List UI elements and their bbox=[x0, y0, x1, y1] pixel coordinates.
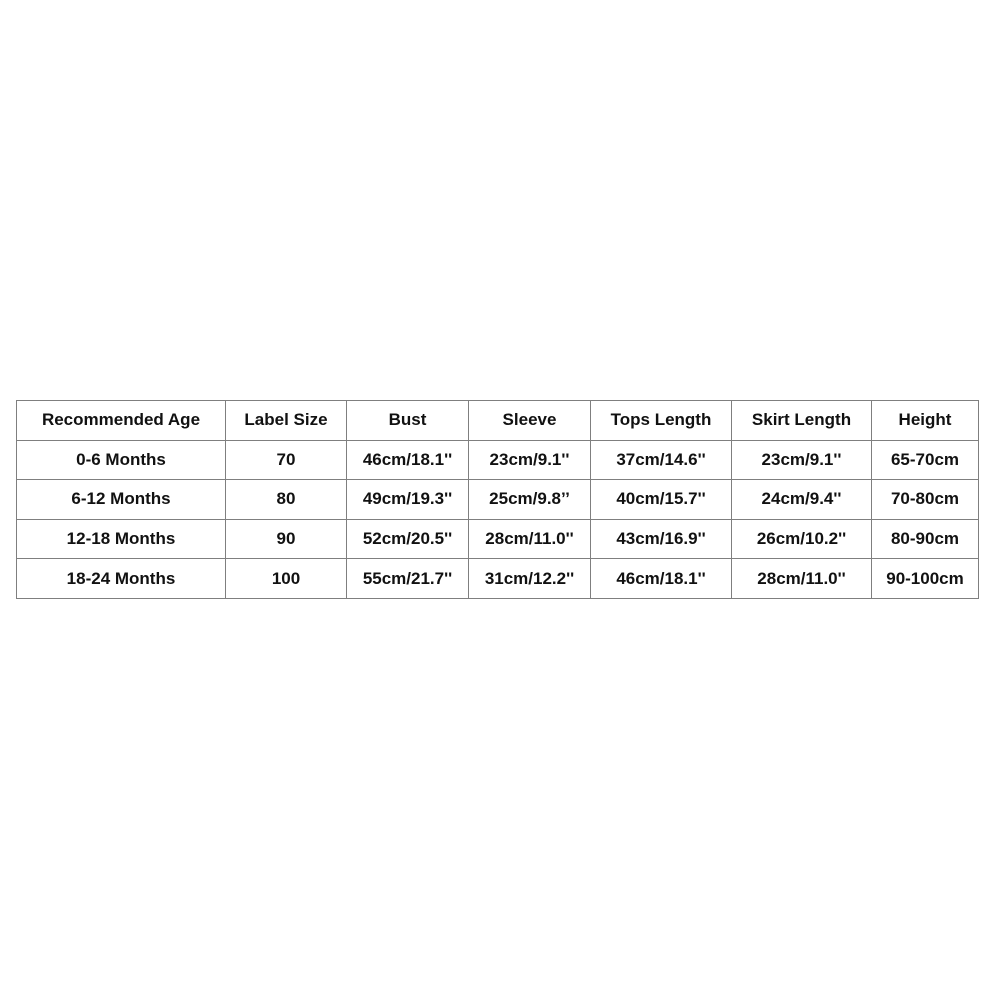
cell-sleeve: 25cm/9.8’’ bbox=[469, 480, 591, 520]
cell-label-size: 90 bbox=[226, 519, 347, 559]
cell-bust: 49cm/19.3'' bbox=[347, 480, 469, 520]
header-bust: Bust bbox=[347, 401, 469, 441]
cell-label-size: 80 bbox=[226, 480, 347, 520]
cell-skirt-length: 28cm/11.0'' bbox=[732, 559, 872, 599]
cell-height: 80-90cm bbox=[872, 519, 979, 559]
size-chart-table bbox=[16, 400, 979, 599]
header-skirt-length: Skirt Length bbox=[732, 401, 872, 441]
cell-bust: 55cm/21.7'' bbox=[347, 559, 469, 599]
header-sleeve: Sleeve bbox=[469, 401, 591, 441]
cell-tops-length: 37cm/14.6'' bbox=[591, 440, 732, 480]
table-row bbox=[17, 519, 979, 559]
cell-height: 65-70cm bbox=[872, 440, 979, 480]
cell-skirt-length: 24cm/9.4'' bbox=[732, 480, 872, 520]
cell-tops-length: 43cm/16.9'' bbox=[591, 519, 732, 559]
cell-sleeve: 28cm/11.0'' bbox=[469, 519, 591, 559]
cell-bust: 52cm/20.5'' bbox=[347, 519, 469, 559]
cell-skirt-length: 23cm/9.1'' bbox=[732, 440, 872, 480]
cell-sleeve: 23cm/9.1'' bbox=[469, 440, 591, 480]
cell-label-size: 70 bbox=[226, 440, 347, 480]
cell-recommended-age: 0-6 Months bbox=[17, 440, 226, 480]
cell-tops-length: 40cm/15.7'' bbox=[591, 480, 732, 520]
header-height: Height bbox=[872, 401, 979, 441]
cell-height: 70-80cm bbox=[872, 480, 979, 520]
cell-label-size: 100 bbox=[226, 559, 347, 599]
header-tops-length: Tops Length bbox=[591, 401, 732, 441]
cell-skirt-length: 26cm/10.2'' bbox=[732, 519, 872, 559]
header-row bbox=[17, 401, 979, 441]
cell-recommended-age: 12-18 Months bbox=[17, 519, 226, 559]
cell-height: 90-100cm bbox=[872, 559, 979, 599]
header-label-size: Label Size bbox=[226, 401, 347, 441]
cell-tops-length: 46cm/18.1'' bbox=[591, 559, 732, 599]
cell-recommended-age: 18-24 Months bbox=[17, 559, 226, 599]
table-row bbox=[17, 559, 979, 599]
cell-bust: 46cm/18.1'' bbox=[347, 440, 469, 480]
cell-recommended-age: 6-12 Months bbox=[17, 480, 226, 520]
table-row bbox=[17, 480, 979, 520]
header-recommended-age: Recommended Age bbox=[17, 401, 226, 441]
cell-sleeve: 31cm/12.2'' bbox=[469, 559, 591, 599]
table-row bbox=[17, 440, 979, 480]
